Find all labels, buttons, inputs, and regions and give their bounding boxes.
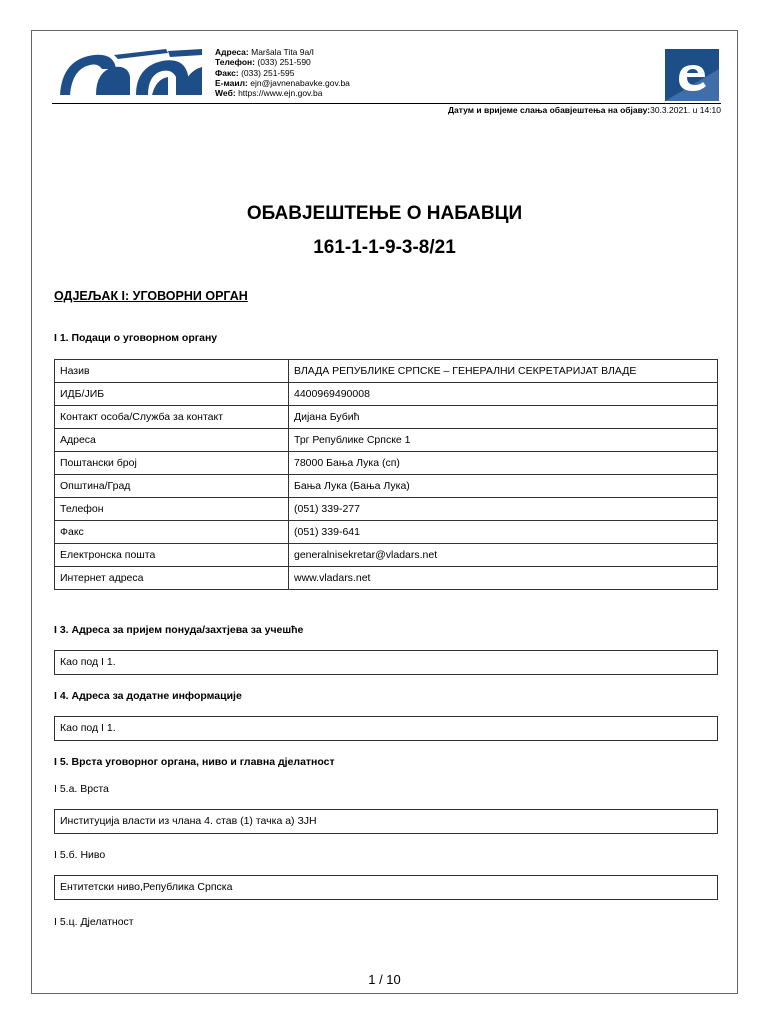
fax-value: (033) 251-595 — [241, 67, 295, 78]
fax-label: Факс: — [215, 67, 239, 78]
i5b-value-box: Ентитетски ниво,Република Српска — [54, 875, 718, 900]
row-value[interactable]: generalnisekretar@vladars.net — [289, 544, 718, 567]
row-label: Општина/Град — [55, 475, 289, 498]
phone-label: Телефон: — [215, 57, 255, 68]
row-value: ВЛАДА РЕПУБЛИКЕ СРПСКЕ – ГЕНЕРАЛНИ СЕКРЕТАРИЈАТ ВЛАДЕ — [289, 360, 718, 383]
i5-heading: I 5. Врста уговорног органа, ниво и главна дјелатност — [54, 756, 335, 768]
document-title: ОБАВЈЕШТЕЊЕ О НАБАВЦИ — [246, 203, 523, 224]
table-row — [55, 521, 718, 544]
row-value: 4400969490008 — [289, 383, 718, 406]
i3-heading: I 3. Адреса за пријем понуда/захтјева за учешће — [54, 624, 304, 636]
address-value: Maršala Tita 9a/I — [251, 47, 314, 57]
web-value: https://www.ejn.gov.ba — [238, 88, 323, 99]
table-row — [55, 544, 718, 567]
i5b-label: I 5.б. Ниво — [54, 849, 106, 861]
table-row — [55, 567, 718, 590]
row-value: Трг Републике Српске 1 — [289, 429, 718, 452]
contracting-authority-table — [54, 359, 718, 590]
document-number: 161-1-1-9-3-8/21 — [313, 237, 456, 258]
i5a-value-box: Институција власти из члана 4. став (1) тачка а) ЗЈН — [54, 809, 718, 834]
row-value: Бања Лука (Бања Лука) — [289, 475, 718, 498]
email-label: E-маил: — [215, 77, 248, 88]
row-label: Контакт особа/Служба за контакт — [55, 406, 289, 429]
i3-value-box: Као под I 1. — [54, 650, 718, 675]
date-value: 30.3.2021. u 14:10 — [650, 105, 721, 115]
table-row — [55, 498, 718, 521]
row-value: (051) 339-277 — [289, 498, 718, 521]
row-label: Адреса — [55, 429, 289, 452]
i1-heading: I 1. Подаци о уговорном органу — [54, 332, 218, 344]
i4-value-box: Као под I 1. — [54, 716, 718, 741]
row-label: ИДБ/ЈИБ — [55, 383, 289, 406]
i5c-label: I 5.ц. Дјелатност — [54, 916, 134, 928]
row-value[interactable]: www.vladars.net — [289, 567, 718, 590]
e-logo-icon — [665, 49, 719, 101]
table-row — [55, 383, 718, 406]
submission-date-line — [52, 103, 721, 115]
i5a-label: I 5.a. Врста — [54, 783, 109, 795]
page-number: 1 / 10 — [368, 972, 401, 987]
table-row — [55, 360, 718, 383]
phone-value: (033) 251-590 — [257, 57, 311, 68]
web-label: Weб: — [215, 88, 236, 99]
ejn-logo-icon — [56, 45, 204, 99]
row-label: Телефон — [55, 498, 289, 521]
section-heading: ОДЈЕЉАК I: УГОВОРНИ ОРГАН — [54, 289, 248, 303]
email-value: ejn@javnenabavke.gov.ba — [250, 77, 350, 88]
row-value: 78000 Бања Лука (сп) — [289, 452, 718, 475]
row-label: Назив — [55, 360, 289, 383]
row-label: Поштански број — [55, 452, 289, 475]
date-label: Датум и вријеме слања обавјештења на објаву: — [447, 105, 651, 115]
contact-block — [215, 47, 350, 98]
row-value: (051) 339-641 — [289, 521, 718, 544]
address-label: Адреса: — [215, 47, 249, 57]
row-value: Дијана Бубић — [289, 406, 718, 429]
table-row — [55, 429, 718, 452]
document-page — [31, 30, 738, 994]
row-label: Електронска пошта — [55, 544, 289, 567]
table-row — [55, 452, 718, 475]
table-row — [55, 406, 718, 429]
row-label: Факс — [55, 521, 289, 544]
table-row — [55, 475, 718, 498]
i4-heading: I 4. Адреса за додатне информације — [54, 690, 242, 702]
row-label: Интернет адреса — [55, 567, 289, 590]
